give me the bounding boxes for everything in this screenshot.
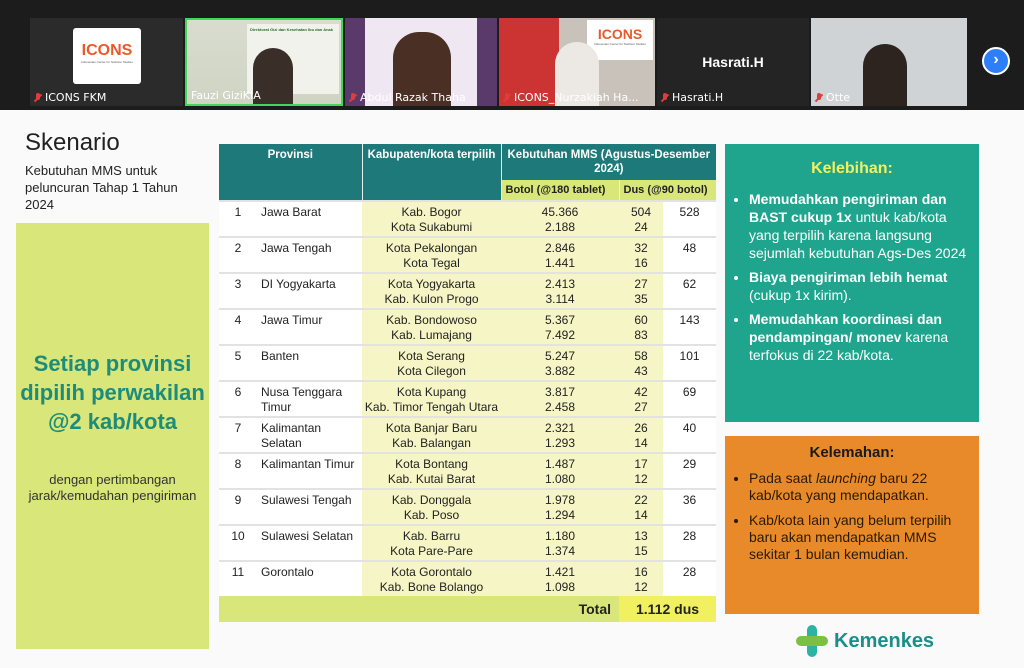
mic-muted-icon [349,93,357,103]
icons-logo-text: ICONS [81,42,133,59]
row-number-line: 3 [234,277,242,291]
slide-title: Skenario [25,129,120,156]
row-kabkota-line: Kab. Poso [403,508,460,522]
chevron-right-icon: › [993,51,999,68]
row-dus-line: 13 [634,529,648,543]
row-botol-line: 2.321 [545,421,576,435]
kelebihan-item-text: (cukup 1x kirim). [749,287,852,303]
row-botol-line: 45.366 [541,205,579,219]
kelebihan-item-text: untuk kab/kota yang terpilih karena langsung sejumlah kebutuhan Ags-Des 2024 [749,209,967,261]
row-kabkota-line: Kab. Barru [402,529,461,543]
row-dus-total-line: 36 [682,493,697,507]
participant-tile-1[interactable] [30,18,183,106]
row-botol-line: 7.492 [545,328,576,342]
row-dus-total-line: 48 [682,241,697,255]
row-number-line: 4 [234,313,242,327]
row-dus-line: 42 [634,385,648,399]
row-dus-total-line: 62 [682,277,697,291]
row-kabkota [362,273,501,309]
row-kabkota [362,345,501,381]
row-dus-total [663,489,716,525]
row-number [219,525,257,561]
row-dus-total [663,237,716,273]
participant-name: ICONS FKM [45,91,107,104]
row-dus [619,201,663,237]
header-botol: Botol (@180 tablet) [501,180,619,201]
row-provinsi-line: Kalimantan Selatan [261,421,322,450]
row-botol-line: 1.293 [545,436,576,450]
kelemahan-item [749,470,975,504]
row-number-line: 1 [234,205,242,219]
row-kabkota [362,201,501,237]
row-number [219,345,257,381]
row-kabkota-line: Kota Bontang [395,457,468,471]
icons-logo-text: ICONS [597,26,643,42]
row-kabkota-line: Kota Cilegon [397,364,466,378]
row-dus-line: 24 [634,220,648,234]
row-botol-line: 5.367 [545,313,576,327]
row-dus-line: 17 [634,457,648,471]
banner-text: Direktorat Gizi dan Kesehatan Ibu dan Anak [250,27,333,32]
row-dus-total-line: 143 [679,313,700,327]
row-botol [501,417,619,453]
participant-name: Otte [826,91,851,104]
table-row [219,453,716,489]
row-botol-line: 5.247 [545,349,576,363]
row-dus-total-line: 69 [682,385,697,399]
row-dus-total [663,273,716,309]
row-dus [619,237,663,273]
row-dus [619,453,663,489]
row-botol-line: 1.374 [545,544,576,558]
row-botol-line: 3.817 [545,385,576,399]
total-label: Total [501,596,619,622]
row-dus-line: 26 [634,421,648,435]
row-provinsi-line: Kalimantan Timur [261,457,355,471]
highlight-main-text: Setiap provinsi dipilih perwakilan @2 kab/kota [20,351,205,434]
kelebihan-item [749,310,973,364]
row-dus-total-line: 29 [682,457,697,471]
row-provinsi-line: Jawa Timur [261,313,323,327]
row-dus [619,345,663,381]
row-provinsi-line: Sulawesi Tengah [261,493,352,507]
row-botol [501,453,619,489]
row-dus-line: 83 [634,328,648,342]
mic-muted-icon [34,93,42,103]
table-row [219,489,716,525]
row-dus-line: 16 [634,256,648,270]
mms-needs-table [219,144,716,622]
kelemahan-panel [725,436,979,614]
kelemahan-title: Kelemahan: [809,444,895,461]
row-botol-line: 1.294 [545,508,576,522]
kelemahan-item-ital: launching [815,470,876,486]
kelemahan-item-post: baru 22 kab/kota yang mendapatkan. [749,470,929,503]
row-number [219,453,257,489]
row-botol [501,345,619,381]
row-botol [501,489,619,525]
row-number-line: 5 [234,349,242,363]
row-dus [619,489,663,525]
row-dus-total [663,201,716,237]
row-provinsi-line: Gorontalo [261,565,314,579]
highlight-sub-text: dengan pertimbangan jarak/kemudahan pengiriman [28,472,197,503]
row-number-line: 9 [234,493,242,507]
row-number [219,417,257,453]
row-dus-line: 32 [634,241,648,255]
table-row [219,561,716,596]
row-botol-line: 1.080 [545,472,576,486]
row-kabkota-line: Kab. Bone Bolango [379,580,484,594]
row-provinsi-line: Banten [261,349,300,363]
kelebihan-list [733,190,973,370]
kelebihan-item-text: karena terfokus di 22 kab/kota. [749,329,949,363]
table-row [219,237,716,273]
highlight-box [16,223,209,649]
row-dus-line: 14 [634,436,648,450]
row-dus-line: 27 [634,277,648,291]
row-dus-total [663,381,716,417]
row-botol [501,309,619,345]
row-kabkota-line: Kab. Bondowoso [386,313,477,327]
participant-name: Fauzi GiziKIA [191,89,261,102]
participant-tile-2[interactable] [185,18,343,106]
row-provinsi-line: Sulawesi Selatan [261,529,354,543]
row-number [219,309,257,345]
row-number [219,273,257,309]
icons-logo [73,28,141,84]
row-dus [619,561,663,596]
table-row [219,525,716,561]
row-kabkota-line: Kota Gorontalo [391,565,472,579]
total-row-spacer [219,596,501,622]
row-number [219,201,257,237]
table-body [219,201,716,596]
row-kabkota [362,489,501,525]
header-kebutuhan: Kebutuhan MMS (Agustus-Desember 2024) [501,144,716,180]
row-number [219,381,257,417]
kelemahan-list [733,470,975,571]
row-botol-line: 2.188 [545,220,576,234]
icons-logo-subtext: Indonesian Center for Nutrition Studies [594,42,646,46]
row-kabkota-line: Kota Pare-Pare [390,544,473,558]
row-provinsi [257,561,362,596]
row-kabkota [362,381,501,417]
row-kabkota-line: Kab. Donggala [391,493,472,507]
kelemahan-item-pre: Pada saat [749,470,816,486]
kelebihan-item-bold: Memudahkan pengiriman dan BAST cukup 1x [749,191,947,225]
row-dus-total-line: 101 [679,349,700,363]
row-dus [619,417,663,453]
table-row [219,201,716,237]
row-kabkota-line: Kota Yogyakarta [387,277,476,291]
row-kabkota-line: Kab. Timor Tengah Utara [364,400,499,414]
row-botol [501,237,619,273]
row-provinsi [257,417,362,453]
row-kabkota [362,417,501,453]
row-dus [619,525,663,561]
row-number [219,561,257,596]
row-provinsi [257,201,362,237]
row-botol [501,525,619,561]
row-botol-line: 1.441 [545,256,576,270]
row-kabkota-line: Kab. Bogor [401,205,462,219]
row-dus-line: 14 [634,508,648,522]
participant-tile-5[interactable] [657,18,809,106]
kelebihan-item [749,190,973,262]
participant-label [503,91,639,104]
row-dus-total [663,525,716,561]
row-botol-line: 2.846 [545,241,576,255]
participant-label [815,91,850,104]
row-botol [501,201,619,237]
row-botol-line: 3.114 [545,292,575,306]
header-kabkota: Kabupaten/kota terpilih [362,144,501,201]
participant-tile-4[interactable] [499,18,655,106]
participant-label [349,91,466,104]
participant-tile-6[interactable] [811,18,967,106]
row-dus-line: 504 [631,205,652,219]
row-provinsi [257,237,362,273]
row-dus [619,309,663,345]
participant-display-name: Hasrati.H [702,54,764,70]
row-kabkota-line: Kab. Kutai Barat [387,472,476,486]
row-dus-total-line: 28 [682,529,697,543]
kelebihan-item [749,268,973,304]
row-provinsi-line: Jawa Tengah [261,241,332,255]
row-botol-line: 2.413 [545,277,576,291]
table-total-row [219,596,716,622]
row-dus-line: 16 [634,565,648,579]
row-dus-line: 12 [634,472,648,486]
kelebihan-panel [725,144,979,422]
row-dus-line: 22 [634,493,648,507]
row-provinsi-line: DI Yogyakarta [261,277,336,291]
row-botol-line: 1.978 [545,493,576,507]
row-dus-total [663,345,716,381]
row-dus-line: 35 [634,292,648,306]
row-dus [619,273,663,309]
row-provinsi-line: Jawa Barat [261,205,322,219]
row-dus-line: 27 [634,400,648,414]
table-row [219,381,716,417]
kelemahan-item-pre: Kab/kota lain yang belum terpilih baru akan mendapatkan MMS sekitar 1 bulan kemudian. [749,512,952,562]
participant-label [661,91,723,104]
header-provinsi: Provinsi [219,144,362,201]
row-botol-line: 1.098 [545,580,576,594]
row-dus-line: 58 [634,349,648,363]
row-dus-total [663,561,716,596]
row-dus-total [663,309,716,345]
row-botol [501,381,619,417]
row-dus-total-line: 28 [682,565,697,579]
row-kabkota-line: Kota Serang [398,349,465,363]
row-number-line: 11 [231,565,245,579]
kemenkes-leaf-icon [796,625,828,657]
kelemahan-item [749,512,975,563]
row-number [219,237,257,273]
kelebihan-item-bold: Memudahkan koordinasi dan pendampingan/ monev [749,311,942,345]
row-dus-line: 43 [634,364,648,378]
mic-muted-icon [503,93,511,103]
row-provinsi [257,345,362,381]
row-botol-line: 3.882 [545,364,576,378]
table-row [219,273,716,309]
row-botol [501,273,619,309]
row-dus-line: 15 [634,544,648,558]
row-botol-line: 1.180 [545,529,576,543]
row-botol-line: 1.487 [545,457,576,471]
row-kabkota-line: Kab. Lumajang [391,328,472,342]
row-dus-line: 60 [634,313,648,327]
participant-label [191,89,261,102]
row-dus-line: 12 [634,580,648,594]
participant-name: Hasrati.H [672,91,724,104]
kemenkes-logo [796,625,934,657]
row-kabkota-line: Kota Pekalongan [385,241,478,255]
row-number [219,489,257,525]
row-kabkota [362,525,501,561]
table-row [219,309,716,345]
icons-logo-subtext: Indonesian Center for Nutrition Studies [81,60,133,64]
row-dus-total [663,453,716,489]
header-dus: Dus (@90 botol) [619,180,716,201]
mic-muted-icon [661,93,669,103]
participant-label [34,91,106,104]
row-provinsi [257,309,362,345]
row-kabkota-line: Kota Sukabumi [390,220,473,234]
row-botol-line: 1.421 [545,565,576,579]
participant-name: ICONS_Nurzakiah Ha... [514,91,639,104]
table-row [219,345,716,381]
participant-strip [0,0,1024,110]
next-participants-button[interactable] [982,47,1010,75]
row-kabkota [362,237,501,273]
row-number-line: 8 [234,457,242,471]
row-provinsi [257,525,362,561]
row-botol [501,561,619,596]
person-silhouette [863,44,907,106]
row-provinsi [257,489,362,525]
row-number-line: 10 [231,529,245,543]
row-kabkota-line: Kota Banjar Baru [385,421,478,435]
participant-tile-3[interactable] [345,18,497,106]
row-dus-total [663,417,716,453]
row-provinsi [257,381,362,417]
participant-name: Abdul Razak Thaha [360,91,466,104]
row-dus [619,381,663,417]
row-number-line: 6 [234,385,242,399]
row-kabkota [362,453,501,489]
row-number-line: 2 [234,241,242,255]
mic-muted-icon [815,93,823,103]
kelebihan-title: Kelebihan: [811,160,893,177]
row-provinsi [257,273,362,309]
kelebihan-item-bold: Biaya pengiriman lebih hemat [749,269,948,285]
row-number-line: 7 [234,421,242,435]
shared-slide [0,110,1024,668]
row-kabkota [362,561,501,596]
row-botol-line: 2.458 [545,400,576,414]
row-dus-total-line: 528 [679,205,700,219]
row-kabkota-line: Kab. Balangan [392,436,471,450]
row-provinsi [257,453,362,489]
total-value: 1.112 dus [619,596,716,622]
row-kabkota-line: Kota Tegal [403,256,460,270]
row-kabkota [362,309,501,345]
row-provinsi-line: Nusa Tenggara Timur [261,385,343,414]
row-kabkota-line: Kota Kupang [396,385,467,399]
row-kabkota-line: Kab. Kulon Progo [384,292,479,306]
brand-name: Kemenkes [834,629,935,652]
row-dus-total-line: 40 [682,421,697,435]
slide-subtitle: Kebutuhan MMS untuk peluncuran Tahap 1 Tahun 2024 [25,163,178,212]
table-row [219,417,716,453]
